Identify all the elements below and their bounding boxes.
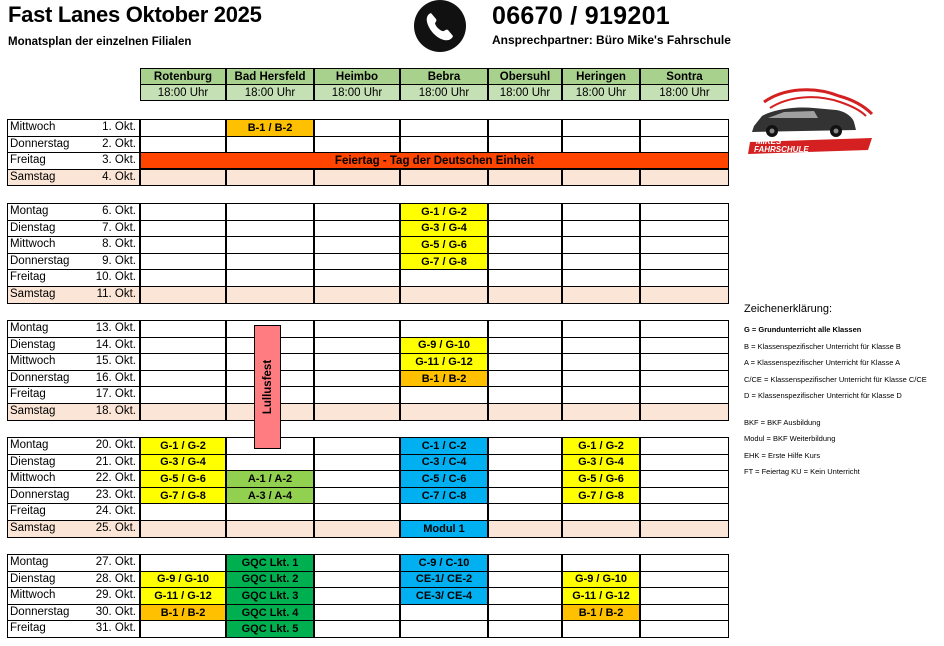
schedule-cell <box>640 470 729 488</box>
branch-time: 18:00 Uhr <box>640 84 729 101</box>
lesson-cell: C-1 / C-2 <box>400 437 488 455</box>
schedule-cell <box>488 353 562 371</box>
schedule-cell <box>314 620 400 638</box>
day-date: 22. Okt. <box>85 470 140 488</box>
schedule-cell <box>562 554 640 572</box>
schedule-cell <box>488 119 562 137</box>
phone-number: 06670 / 919201 <box>492 2 670 30</box>
schedule-cell <box>562 269 640 287</box>
lesson-cell: G-1 / G-2 <box>400 203 488 221</box>
schedule-cell <box>640 587 729 605</box>
schedule-cell <box>400 269 488 287</box>
schedule-cell <box>562 503 640 521</box>
schedule-cell <box>140 169 226 187</box>
schedule-cell <box>226 269 314 287</box>
schedule-cell <box>640 136 729 154</box>
schedule-cell <box>140 554 226 572</box>
lesson-cell: G-11 / G-12 <box>562 587 640 605</box>
schedule-cell <box>488 604 562 622</box>
schedule-cell <box>640 403 729 421</box>
schedule-cell <box>140 253 226 271</box>
logo-text-fahrschule: FAHRSCHULE <box>754 145 809 154</box>
schedule-cell <box>226 253 314 271</box>
day-name: Mittwoch <box>7 587 85 605</box>
lesson-cell: G-11 / G-12 <box>400 353 488 371</box>
schedule-cell <box>140 203 226 221</box>
schedule-cell <box>314 320 400 338</box>
schedule-cell <box>640 454 729 472</box>
day-date: 1. Okt. <box>85 119 140 137</box>
schedule-cell <box>562 236 640 254</box>
branch-header: Heringen <box>562 68 640 85</box>
schedule-cell <box>314 571 400 589</box>
schedule-cell <box>314 454 400 472</box>
lesson-cell: Modul 1 <box>400 520 488 538</box>
lesson-cell: B-1 / B-2 <box>400 370 488 388</box>
legend-item-modul: Modul = BKF Weiterbildung <box>744 434 836 443</box>
branch-header: Rotenburg <box>140 68 226 85</box>
schedule-cell <box>562 253 640 271</box>
day-date: 29. Okt. <box>85 587 140 605</box>
schedule-cell <box>140 353 226 371</box>
schedule-cell <box>488 286 562 304</box>
day-name: Donnerstag <box>7 136 85 154</box>
schedule-cell <box>562 520 640 538</box>
schedule-cell <box>488 487 562 505</box>
schedule-cell <box>488 220 562 238</box>
lesson-cell: C-3 / C-4 <box>400 454 488 472</box>
schedule-cell <box>640 236 729 254</box>
day-name: Freitag <box>7 620 85 638</box>
lesson-cell: G-3 / G-4 <box>140 454 226 472</box>
lesson-cell: C-5 / C-6 <box>400 470 488 488</box>
schedule-cell <box>140 220 226 238</box>
schedule-cell <box>314 119 400 137</box>
schedule-cell <box>314 353 400 371</box>
schedule-cell <box>140 370 226 388</box>
schedule-cell <box>562 337 640 355</box>
schedule-cell <box>314 587 400 605</box>
schedule-cell <box>314 386 400 404</box>
schedule-cell <box>314 370 400 388</box>
day-date: 2. Okt. <box>85 136 140 154</box>
schedule-cell <box>488 503 562 521</box>
schedule-cell <box>226 203 314 221</box>
holiday-banner: Feiertag - Tag der Deutschen Einheit <box>140 152 729 169</box>
day-name: Samstag <box>7 403 85 421</box>
schedule-cell <box>226 220 314 238</box>
day-name: Freitag <box>7 503 85 521</box>
day-date: 16. Okt. <box>85 370 140 388</box>
schedule-cell <box>640 169 729 187</box>
schedule-cell <box>400 320 488 338</box>
lesson-cell: B-1 / B-2 <box>562 604 640 622</box>
day-date: 25. Okt. <box>85 520 140 538</box>
schedule-cell <box>400 386 488 404</box>
day-date: 30. Okt. <box>85 604 140 622</box>
schedule-cell <box>226 286 314 304</box>
legend-item-g: G = Grundunterricht alle Klassen <box>744 325 862 334</box>
lesson-cell: A-1 / A-2 <box>226 470 314 488</box>
schedule-cell <box>140 403 226 421</box>
schedule-cell <box>140 520 226 538</box>
schedule-cell <box>314 269 400 287</box>
day-date: 3. Okt. <box>85 152 140 170</box>
schedule-cell <box>488 454 562 472</box>
schedule-cell <box>488 370 562 388</box>
schedule-cell <box>140 503 226 521</box>
lesson-cell: G-7 / G-8 <box>140 487 226 505</box>
schedule-cell <box>640 353 729 371</box>
phone-icon <box>414 0 466 52</box>
day-name: Mittwoch <box>7 470 85 488</box>
schedule-cell <box>314 487 400 505</box>
schedule-cell <box>314 136 400 154</box>
schedule-cell <box>562 353 640 371</box>
schedule-cell <box>140 620 226 638</box>
schedule-cell <box>488 169 562 187</box>
schedule-cell <box>140 386 226 404</box>
lesson-cell: G-7 / G-8 <box>400 253 488 271</box>
day-name: Dienstag <box>7 337 85 355</box>
schedule-cell <box>640 620 729 638</box>
schedule-cell <box>140 236 226 254</box>
branch-header: Bad Hersfeld <box>226 68 314 85</box>
event-label: Lullusfest <box>261 359 274 415</box>
day-name: Freitag <box>7 152 85 170</box>
schedule-cell <box>314 520 400 538</box>
day-name: Mittwoch <box>7 119 85 137</box>
legend <box>744 303 944 481</box>
schedule-cell <box>488 470 562 488</box>
schedule-cell <box>488 236 562 254</box>
lesson-cell: G-1 / G-2 <box>140 437 226 455</box>
lesson-cell: G-3 / G-4 <box>562 454 640 472</box>
legend-item-ehk: EHK = Erste Hilfe Kurs <box>744 450 821 460</box>
schedule-cell <box>488 320 562 338</box>
lesson-cell: CE-1/ CE-2 <box>400 571 488 589</box>
schedule-cell <box>314 169 400 187</box>
branch-time: 18:00 Uhr <box>488 84 562 101</box>
lesson-cell: GQC Lkt. 3 <box>226 587 314 605</box>
schedule-cell <box>640 604 729 622</box>
fahrschule-logo <box>744 84 878 164</box>
schedule-cell <box>314 220 400 238</box>
schedule-cell <box>488 571 562 589</box>
schedule-cell <box>400 604 488 622</box>
schedule-cell <box>488 587 562 605</box>
lesson-cell: G-3 / G-4 <box>400 220 488 238</box>
schedule-cell <box>488 269 562 287</box>
schedule-cell <box>140 269 226 287</box>
schedule-cell <box>562 403 640 421</box>
day-date: 7. Okt. <box>85 220 140 238</box>
schedule-cell <box>562 286 640 304</box>
branch-header: Heimbo <box>314 68 400 85</box>
schedule-cell <box>314 286 400 304</box>
day-name: Donnerstag <box>7 370 85 388</box>
schedule-cell <box>640 503 729 521</box>
schedule-cell <box>562 203 640 221</box>
schedule-cell <box>488 403 562 421</box>
day-date: 31. Okt. <box>85 620 140 638</box>
branch-time: 18:00 Uhr <box>400 84 488 101</box>
day-name: Montag <box>7 320 85 338</box>
day-name: Samstag <box>7 286 85 304</box>
schedule-cell <box>226 503 314 521</box>
schedule-cell <box>400 286 488 304</box>
event-bar-lullusfest <box>254 325 281 449</box>
branch-time: 18:00 Uhr <box>562 84 640 101</box>
lesson-cell: GQC Lkt. 2 <box>226 571 314 589</box>
day-date: 17. Okt. <box>85 386 140 404</box>
schedule-cell <box>562 136 640 154</box>
lesson-cell: GQC Lkt. 4 <box>226 604 314 622</box>
branch-header: Sontra <box>640 68 729 85</box>
legend-item-d: D = Klassenspezifischer Unterricht für Klasse D <box>744 391 902 400</box>
legend-title: Zeichenerklärung: <box>744 303 833 315</box>
day-name: Mittwoch <box>7 236 85 254</box>
schedule-cell <box>562 119 640 137</box>
schedule-cell <box>140 119 226 137</box>
schedule-cell <box>314 470 400 488</box>
schedule-cell <box>562 220 640 238</box>
schedule-cell <box>640 269 729 287</box>
schedule-cell <box>640 337 729 355</box>
day-date: 28. Okt. <box>85 571 140 589</box>
day-date: 8. Okt. <box>85 236 140 254</box>
day-name: Mittwoch <box>7 353 85 371</box>
schedule-cell <box>640 203 729 221</box>
schedule-cell <box>400 119 488 137</box>
day-date: 13. Okt. <box>85 320 140 338</box>
lesson-cell: G-11 / G-12 <box>140 587 226 605</box>
schedule-cell <box>488 520 562 538</box>
schedule-cell <box>488 386 562 404</box>
schedule-cell <box>488 437 562 455</box>
schedule-cell <box>640 571 729 589</box>
schedule-cell <box>314 554 400 572</box>
schedule-cell <box>314 503 400 521</box>
schedule-cell <box>562 620 640 638</box>
schedule-cell <box>488 620 562 638</box>
lesson-cell: C-9 / C-10 <box>400 554 488 572</box>
day-date: 4. Okt. <box>85 169 140 187</box>
schedule-cell <box>314 253 400 271</box>
lesson-cell: G-9 / G-10 <box>140 571 226 589</box>
schedule-cell <box>640 253 729 271</box>
lesson-cell: G-9 / G-10 <box>400 337 488 355</box>
schedule-cell <box>226 136 314 154</box>
schedule-cell <box>640 437 729 455</box>
schedule-cell <box>314 203 400 221</box>
lesson-cell: C-7 / C-8 <box>400 487 488 505</box>
schedule-cell <box>314 236 400 254</box>
schedule-cell <box>640 487 729 505</box>
lesson-cell: CE-3/ CE-4 <box>400 587 488 605</box>
schedule-cell <box>314 403 400 421</box>
day-name: Donnerstag <box>7 253 85 271</box>
lesson-cell: G-5 / G-6 <box>140 470 226 488</box>
day-name: Dienstag <box>7 220 85 238</box>
schedule-cell <box>400 620 488 638</box>
legend-item-c: C/CE = Klassenspezifischer Unterricht für Klasse C/CE <box>744 374 927 384</box>
legend-item-ft-ku: FT = Feiertag KU = Kein Unterricht <box>744 467 860 476</box>
schedule-cell <box>488 203 562 221</box>
day-name: Freitag <box>7 386 85 404</box>
schedule-cell <box>640 554 729 572</box>
lesson-cell: G-5 / G-6 <box>562 470 640 488</box>
day-name: Freitag <box>7 269 85 287</box>
schedule-cell <box>226 169 314 187</box>
branch-header: Obersuhl <box>488 68 562 85</box>
day-name: Donnerstag <box>7 604 85 622</box>
schedule-cell <box>400 403 488 421</box>
day-date: 14. Okt. <box>85 337 140 355</box>
day-name: Dienstag <box>7 571 85 589</box>
schedule-cell <box>488 554 562 572</box>
day-date: 9. Okt. <box>85 253 140 271</box>
lesson-cell: GQC Lkt. 5 <box>226 620 314 638</box>
schedule-cell <box>400 169 488 187</box>
lesson-cell: G-7 / G-8 <box>562 487 640 505</box>
day-name: Montag <box>7 203 85 221</box>
day-date: 21. Okt. <box>85 454 140 472</box>
schedule-cell <box>140 136 226 154</box>
lesson-cell: A-3 / A-4 <box>226 487 314 505</box>
schedule-cell <box>640 370 729 388</box>
branch-time: 18:00 Uhr <box>314 84 400 101</box>
lesson-cell: B-1 / B-2 <box>140 604 226 622</box>
day-name: Samstag <box>7 520 85 538</box>
legend-item-a: A = Klassenspezifischer Unterricht für Klasse A <box>744 358 901 367</box>
schedule-cell <box>562 386 640 404</box>
schedule-cell <box>488 337 562 355</box>
schedule-cell <box>640 119 729 137</box>
schedule-cell <box>140 337 226 355</box>
day-date: 15. Okt. <box>85 353 140 371</box>
branch-time: 18:00 Uhr <box>226 84 314 101</box>
schedule-cell <box>640 386 729 404</box>
schedule-cell <box>226 454 314 472</box>
schedule-cell <box>314 604 400 622</box>
page-subtitle: Monatsplan der einzelnen Filialen <box>8 36 192 48</box>
schedule-cell <box>400 136 488 154</box>
schedule-cell <box>140 320 226 338</box>
schedule-cell <box>640 286 729 304</box>
day-date: 11. Okt. <box>85 286 140 304</box>
schedule-cell <box>640 320 729 338</box>
lesson-cell: B-1 / B-2 <box>226 119 314 137</box>
schedule-cell <box>640 520 729 538</box>
logo-text-mikes: MIKES <box>756 137 782 146</box>
day-name: Donnerstag <box>7 487 85 505</box>
day-name: Samstag <box>7 169 85 187</box>
day-date: 20. Okt. <box>85 437 140 455</box>
schedule-cell <box>562 370 640 388</box>
schedule-cell <box>226 520 314 538</box>
day-name: Dienstag <box>7 454 85 472</box>
day-date: 18. Okt. <box>85 403 140 421</box>
schedule-cell <box>640 220 729 238</box>
day-name: Montag <box>7 437 85 455</box>
schedule-cell <box>314 337 400 355</box>
day-date: 23. Okt. <box>85 487 140 505</box>
day-date: 10. Okt. <box>85 269 140 287</box>
branch-header: Bebra <box>400 68 488 85</box>
schedule-cell <box>488 136 562 154</box>
day-name: Montag <box>7 554 85 572</box>
schedule-cell <box>226 236 314 254</box>
day-date: 24. Okt. <box>85 503 140 521</box>
schedule-cell <box>488 253 562 271</box>
schedule-cell <box>562 169 640 187</box>
lesson-cell: GQC Lkt. 1 <box>226 554 314 572</box>
lesson-cell: G-1 / G-2 <box>562 437 640 455</box>
schedule-cell <box>314 437 400 455</box>
legend-item-b: B = Klassenspezifischer Unterricht für Klasse B <box>744 341 901 351</box>
contact-person: Ansprechpartner: Büro Mike's Fahrschule <box>492 33 731 47</box>
lesson-cell: G-5 / G-6 <box>400 236 488 254</box>
branch-time: 18:00 Uhr <box>140 84 226 101</box>
day-date: 6. Okt. <box>85 203 140 221</box>
day-date: 27. Okt. <box>85 554 140 572</box>
lesson-cell: G-9 / G-10 <box>562 571 640 589</box>
schedule-cell <box>562 320 640 338</box>
page-title: Fast Lanes Oktober 2025 <box>8 2 262 27</box>
schedule-cell <box>400 503 488 521</box>
schedule-cell <box>140 286 226 304</box>
legend-item-bkf: BKF = BKF Ausbildung <box>744 417 821 427</box>
